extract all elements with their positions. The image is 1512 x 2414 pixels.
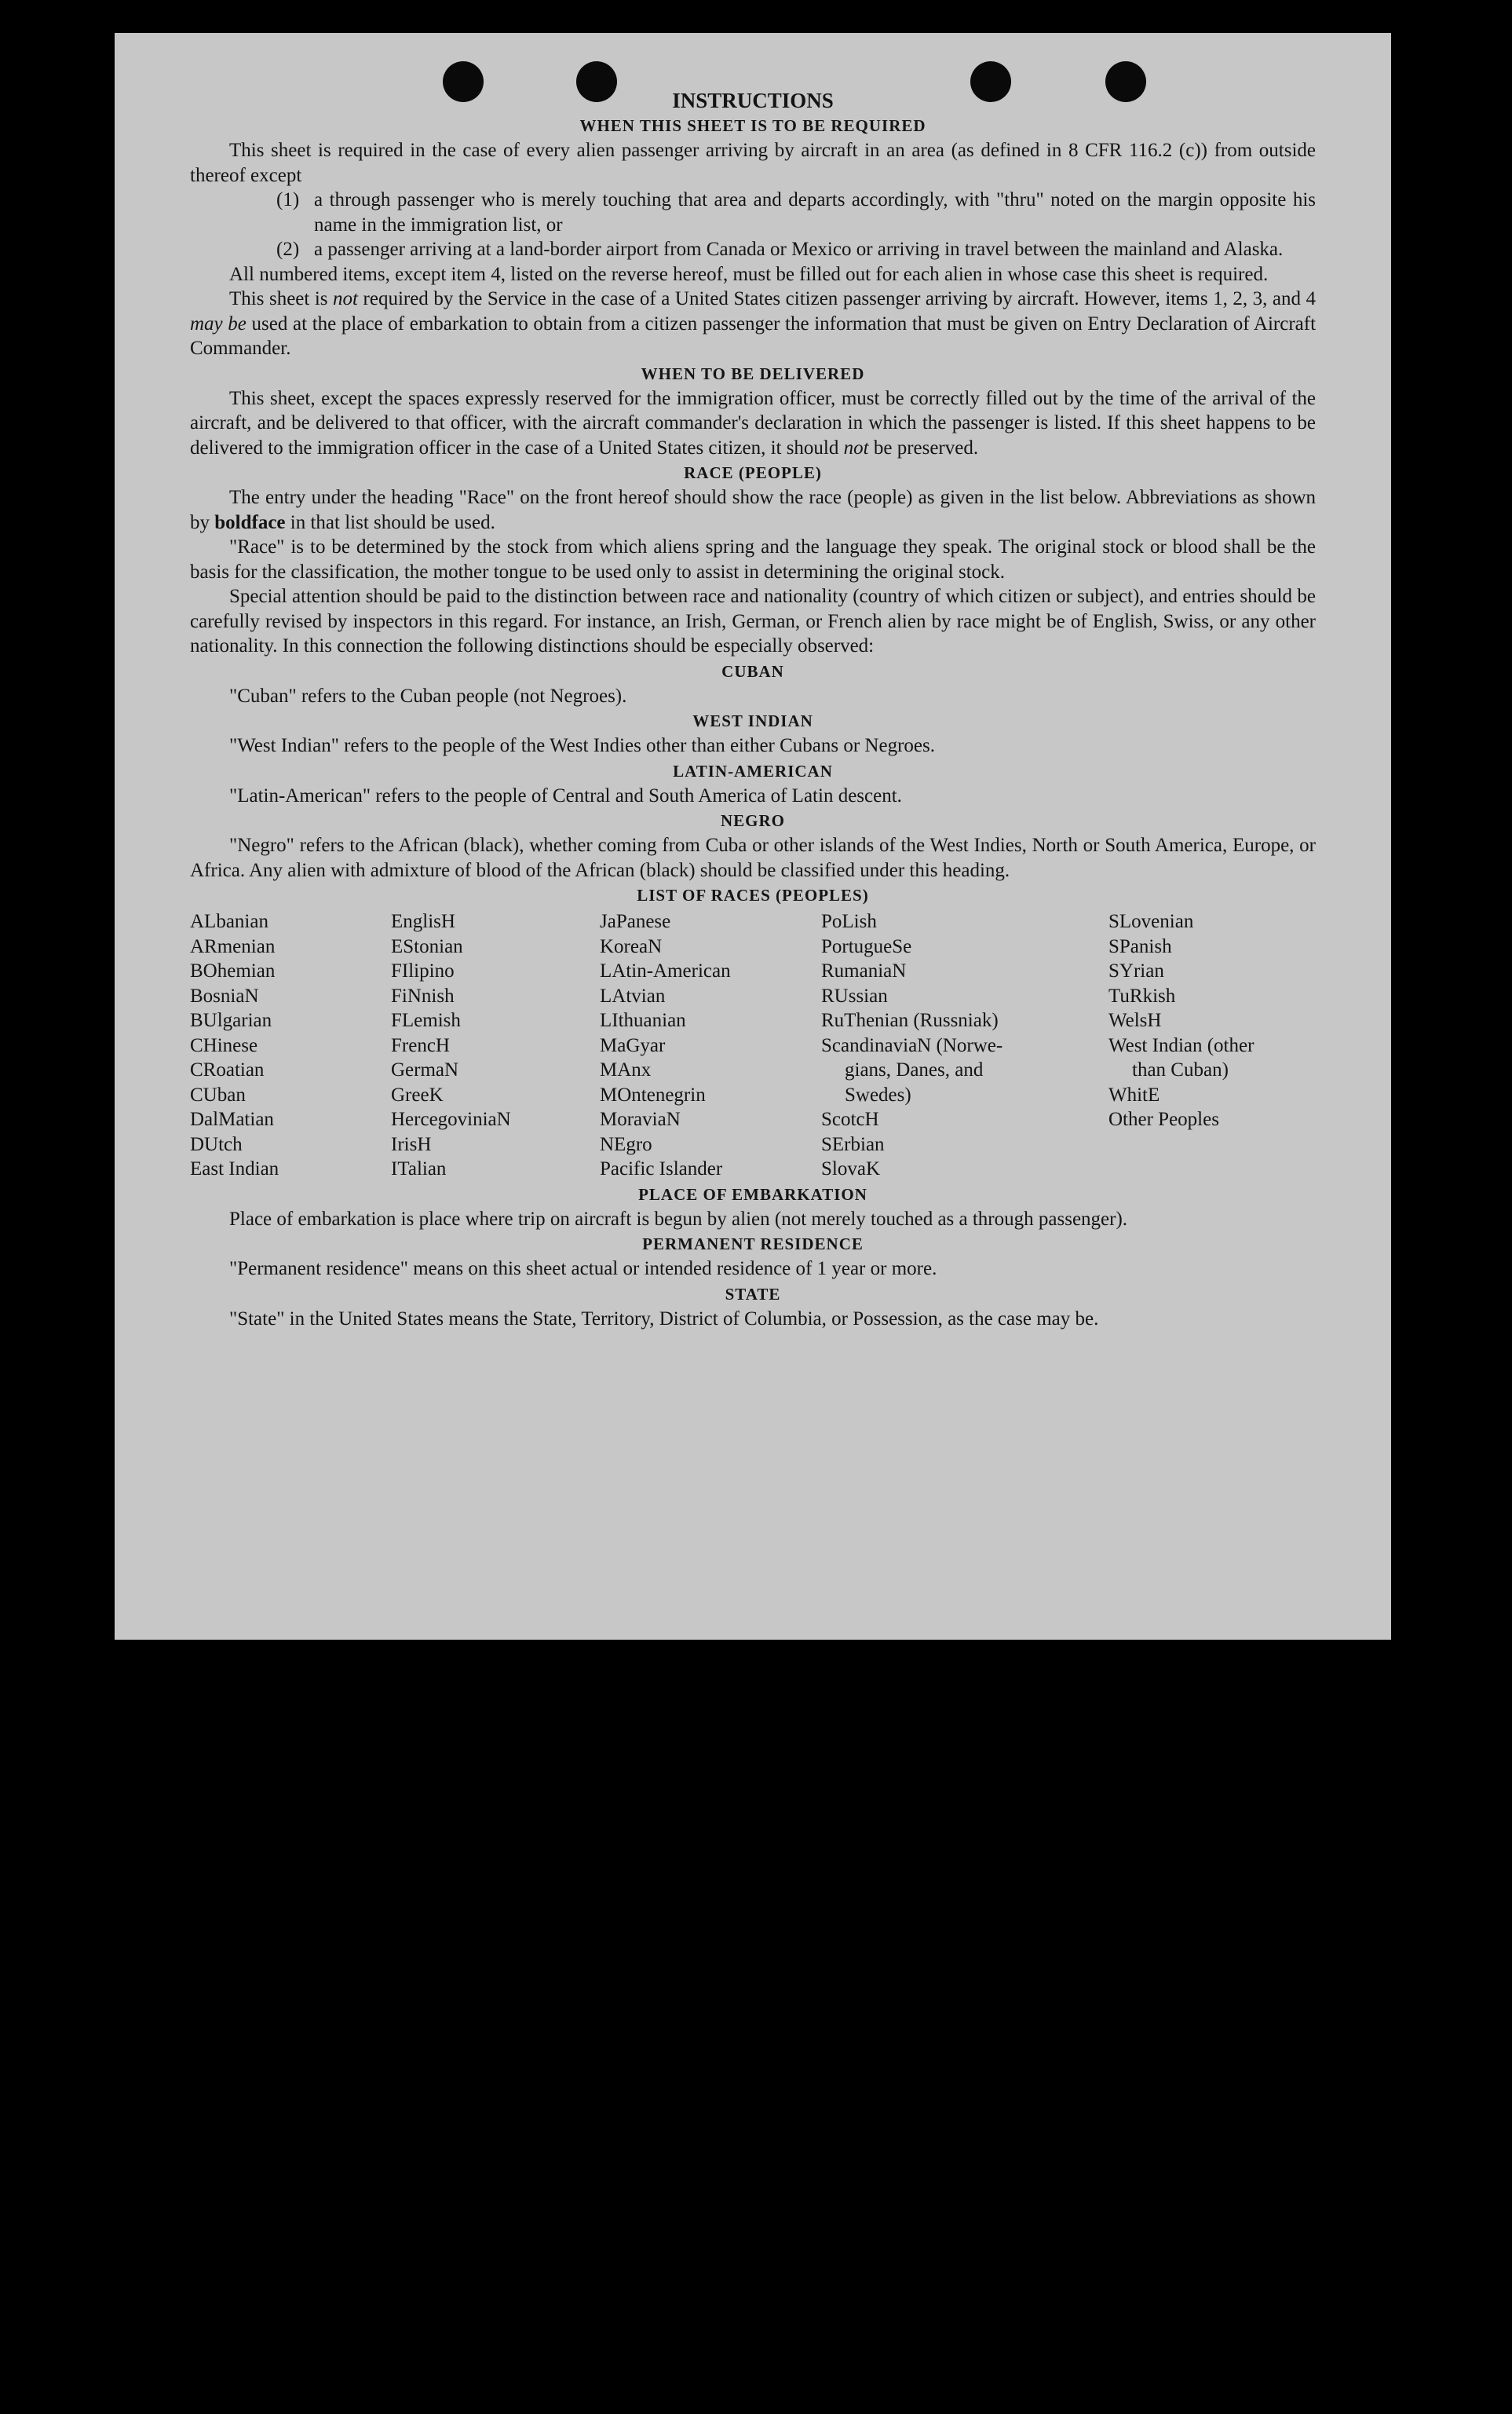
exception-number: (2) [276, 239, 300, 260]
list-of-races-heading: LIST OF RACES (PEOPLES) [637, 886, 869, 905]
race-entry: SYrian [1108, 960, 1164, 982]
race-entry: BUlgarian [190, 1010, 272, 1031]
race-entry: KoreaN [600, 935, 663, 957]
race-entry: FiNnish [391, 985, 455, 1007]
races-list [190, 909, 1316, 1182]
race-entry: EStonian [391, 935, 463, 957]
race-entry: FrencH [391, 1034, 450, 1056]
exception-number: (1) [276, 189, 300, 210]
race-entry: PortugueSe [821, 935, 912, 957]
when-required-heading: WHEN THIS SHEET IS TO BE REQUIRED [579, 116, 926, 135]
race-entry: ALbanian [190, 911, 268, 932]
race-entry: ScotcH [821, 1109, 879, 1130]
race-entry: LIthuanian [600, 1010, 686, 1031]
race-entry: CHinese [190, 1034, 258, 1056]
race-entry: FIlipino [391, 960, 455, 982]
race-entry: JaPanese [600, 911, 671, 932]
race-entry: SLovenian [1108, 911, 1194, 932]
races-column [1108, 909, 1313, 1182]
races-column [391, 909, 600, 1182]
cuban-text: "Cuban" refers to the Cuban people (not Negroes). [229, 685, 627, 707]
race-entry: SErbian [821, 1133, 885, 1155]
race-entry: EnglisH [391, 911, 455, 932]
race-entry: IrisH [391, 1133, 432, 1155]
race-entry: DUtch [190, 1133, 243, 1155]
race-entry: Pacific Islander [600, 1158, 723, 1180]
race-entry: MaGyar [600, 1034, 666, 1056]
embarkation-text: Place of embarkation is place where trip on aircraft is begun by alien (not merely touched as a through passenger). [229, 1208, 1128, 1230]
citizen-paragraph: This sheet is not required by the Service in the case of a United States citizen passenger arriving by aircraft. However, items 1, 2, 3, and 4 may be used at the place of embarkation to obtain from a citizen passenger the information that must be given on Entry Declaration of Aircraft Commander. [190, 288, 1317, 359]
punch-hole [576, 61, 617, 102]
race-entry: gians, Danes, and [845, 1059, 984, 1081]
latin-american-text: "Latin-American" refers to the people of Central and South America of Latin descent. [229, 785, 902, 806]
exception-item [190, 188, 1316, 237]
west-indian-text: "West Indian" refers to the people of the West Indies other than either Cubans or Negroes. [229, 735, 935, 756]
races-column [600, 909, 821, 1182]
negro-text: "Negro" refers to the African (black), whether coming from Cuba or other islands of the West Indies, North or South America, Europe, or Africa. Any alien with admixture of blood of the African (black) should be classified under this heading. [190, 835, 1316, 881]
embarkation-heading: PLACE OF EMBARKATION [638, 1184, 867, 1204]
race-entry: BOhemian [190, 960, 276, 982]
race-entry: LAtvian [600, 985, 666, 1007]
numbered-items-paragraph: All numbered items, except item 4, listed on the reverse hereof, must be filled out for each alien in whose case this sheet is required. [229, 263, 1269, 285]
punch-hole [443, 61, 484, 102]
race-entry: ARmenian [190, 935, 276, 957]
race-entry: MoraviaN [600, 1109, 681, 1130]
races-column [821, 909, 1108, 1182]
negro-heading: NEGRO [720, 811, 785, 830]
race-entry: RUssian [821, 985, 888, 1007]
race-paragraph-1: The entry under the heading "Race" on the front hereof should show the race (people) as given in the list below. Abbreviations as shown by boldface in that list should be used. [190, 487, 1316, 533]
race-entry: GreeK [391, 1084, 444, 1106]
state-text: "State" in the United States means the State, Territory, District of Columbia, or Possession, as the case may be. [229, 1308, 1099, 1330]
exception-item [190, 237, 1316, 262]
when-required-intro: This sheet is required in the case of every alien passenger arriving by aircraft in an area (as defined in 8 CFR 116.2 (c)) from outside thereof except [190, 140, 1316, 186]
race-entry: WelsH [1108, 1010, 1162, 1031]
race-entry: TuRkish [1108, 985, 1176, 1007]
race-entry: ScandinaviaN (Norwe- [821, 1034, 1003, 1056]
instruction-sheet [115, 33, 1391, 1640]
race-entry: HercegoviniaN [391, 1109, 511, 1130]
state-heading: STATE [725, 1284, 781, 1304]
race-entry: BosniaN [190, 985, 259, 1007]
exception-text: a through passenger who is merely touching that area and departs accordingly, with "thru" noted on the margin opposite his name in the immigration list, or [314, 189, 1316, 236]
race-entry: MAnx [600, 1059, 652, 1081]
race-heading: RACE (PEOPLE) [684, 463, 822, 482]
race-entry: NEgro [600, 1133, 652, 1155]
race-entry: DalMatian [190, 1109, 274, 1130]
race-entry: WhitE [1108, 1084, 1160, 1106]
race-entry: MOntenegrin [600, 1084, 706, 1106]
race-entry: CUban [190, 1084, 246, 1106]
delivered-heading: WHEN TO BE DELIVERED [641, 364, 865, 383]
race-entry: PoLish [821, 911, 877, 932]
latin-american-heading: LATIN-AMERICAN [673, 761, 833, 781]
race-entry: SlovaK [821, 1158, 880, 1180]
permanent-residence-heading: PERMANENT RESIDENCE [642, 1234, 864, 1253]
exception-text: a passenger arriving at a land-border airport from Canada or Mexico or arriving in travel between the mainland and Alaska. [314, 239, 1284, 260]
race-entry: East Indian [190, 1158, 279, 1180]
race-entry: than Cuban) [1132, 1059, 1229, 1081]
punch-hole [970, 61, 1011, 102]
race-entry: SPanish [1108, 935, 1172, 957]
race-entry: Swedes) [845, 1084, 911, 1106]
race-entry: West Indian (other [1108, 1034, 1255, 1056]
west-indian-heading: WEST INDIAN [692, 711, 813, 730]
punch-hole [1105, 61, 1146, 102]
race-entry: Other Peoples [1108, 1109, 1219, 1130]
race-paragraph-3: Special attention should be paid to the distinction between race and nationality (country of which citizen or subject), and entries should be carefully revised by inspectors in this regard. For instance, an Irish, German, or French alien by race might be of English, Swiss, or any other nationality. In this connection the following distinctions should be especially observed: [190, 586, 1316, 657]
race-entry: GermaN [391, 1059, 459, 1081]
race-entry: CRoatian [190, 1059, 265, 1081]
races-column [190, 909, 391, 1182]
race-paragraph-2: "Race" is to be determined by the stock from which aliens spring and the language they speak. The original stock or blood shall be the basis for the classification, the mother tongue to be used only to assist in determining the original stock. [190, 536, 1316, 583]
race-entry: RumaniaN [821, 960, 907, 982]
race-entry: ITalian [391, 1158, 447, 1180]
delivered-paragraph: This sheet, except the spaces expressly reserved for the immigration officer, must be correctly filled out by the time of the arrival of the aircraft, and be delivered to that officer, with the aircraft commander's declaration in which the passenger is listed. If this sheet happens to be delivered to the immigration officer in the case of a United States citizen, it should not be preserved. [190, 387, 1316, 459]
race-entry: LAtin-American [600, 960, 731, 982]
page-title: INSTRUCTIONS [672, 89, 834, 112]
permanent-residence-text: "Permanent residence" means on this sheet actual or intended residence of 1 year or more. [229, 1258, 937, 1279]
race-entry: RuThenian (Russniak) [821, 1010, 999, 1031]
race-entry: FLemish [391, 1010, 461, 1031]
cuban-heading: CUBAN [721, 661, 784, 681]
